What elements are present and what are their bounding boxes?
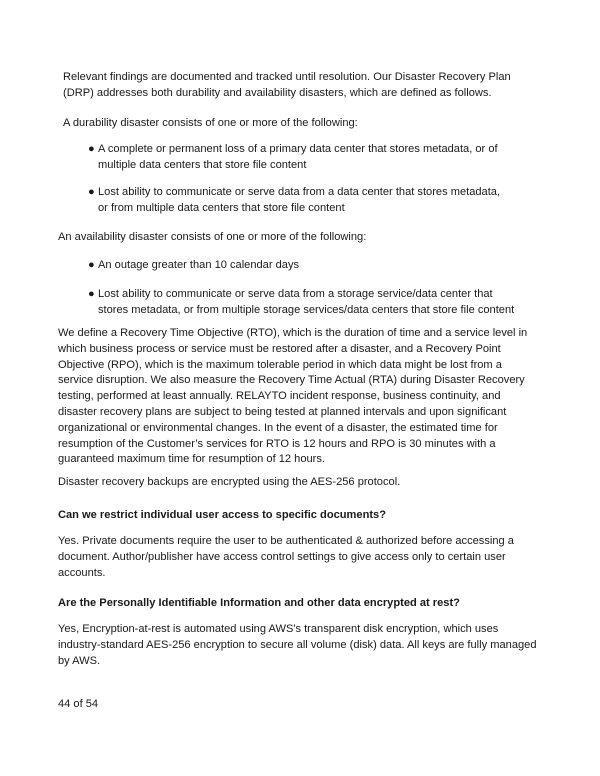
availability-item-text: Lost ability to communicate or serve data from a storage service/data center that stores metadata, or from multiple storage services/data centers that store file content — [98, 288, 515, 316]
question-heading: Are the Personally Identifiable Information and other data encrypted at rest? — [58, 597, 460, 609]
rto-paragraph: We define a Recovery Time Objective (RTO), which is the duration of time and a service level in which business process or service must be restored after a disaster, and a Recovery Point Objective (RPO), which is the maximum tolerable period in which data might be lost from a service disruption. We also measure the Recovery Time Actual (RTA) during Disaster Recovery testing, performed at least annually. RELAYTO incident response, business continuity, and disaster recovery plans are subject to being tested at planned intervals and upon significant organizational or environmental changes. In the event of a disaster, the estimated time for resumption of the Customer’s services for RTO is 12 hours and RPO is 30 minutes with a guaranteed maximum time for resumption of 12 hours. — [58, 327, 528, 466]
page-number: 44 of 54 — [58, 698, 99, 710]
durability-item — [88, 185, 508, 217]
bullet-icon: ● — [88, 288, 95, 300]
availability-intro: An availability disaster consists of one or more of the following: — [58, 231, 367, 243]
bullet-icon: ● — [88, 186, 95, 198]
durability-intro: A durability disaster consists of one or more of the following: — [63, 117, 358, 129]
bullet-icon: ● — [88, 259, 95, 271]
intro-paragraph: Relevant findings are documented and tracked until resolution. Our Disaster Recovery Plan (DRP) addresses both durability and availability disasters, which are defined as follows. — [63, 71, 511, 99]
question-heading: Can we restrict individual user access to specific documents? — [58, 509, 386, 521]
bullet-icon: ● — [88, 143, 95, 155]
answer-paragraph: Yes, Encryption-at-rest is automated using AWS's transparent disk encryption, which uses industry-standard AES-256 encryption to secure all volume (disk) data. All keys are fully managed by AWS. — [58, 623, 537, 667]
availability-item — [88, 287, 520, 319]
durability-item-text: A complete or permanent loss of a primary data center that stores metadata, or of multiple data centers that store file content — [98, 143, 498, 171]
availability-item-text: An outage greater than 10 calendar days — [98, 259, 300, 271]
availability-item — [88, 258, 508, 274]
durability-item-text: Lost ability to communicate or serve data from a data center that stores metadata, or from multiple data centers that store file content — [98, 186, 501, 214]
backups-paragraph: Disaster recovery backups are encrypted using the AES-256 protocol. — [58, 476, 401, 488]
answer-paragraph: Yes. Private documents require the user to be authenticated & authorized before accessing a document. Author/publisher have access control settings to give access only to certain user accounts. — [58, 535, 514, 579]
durability-item — [88, 142, 498, 174]
